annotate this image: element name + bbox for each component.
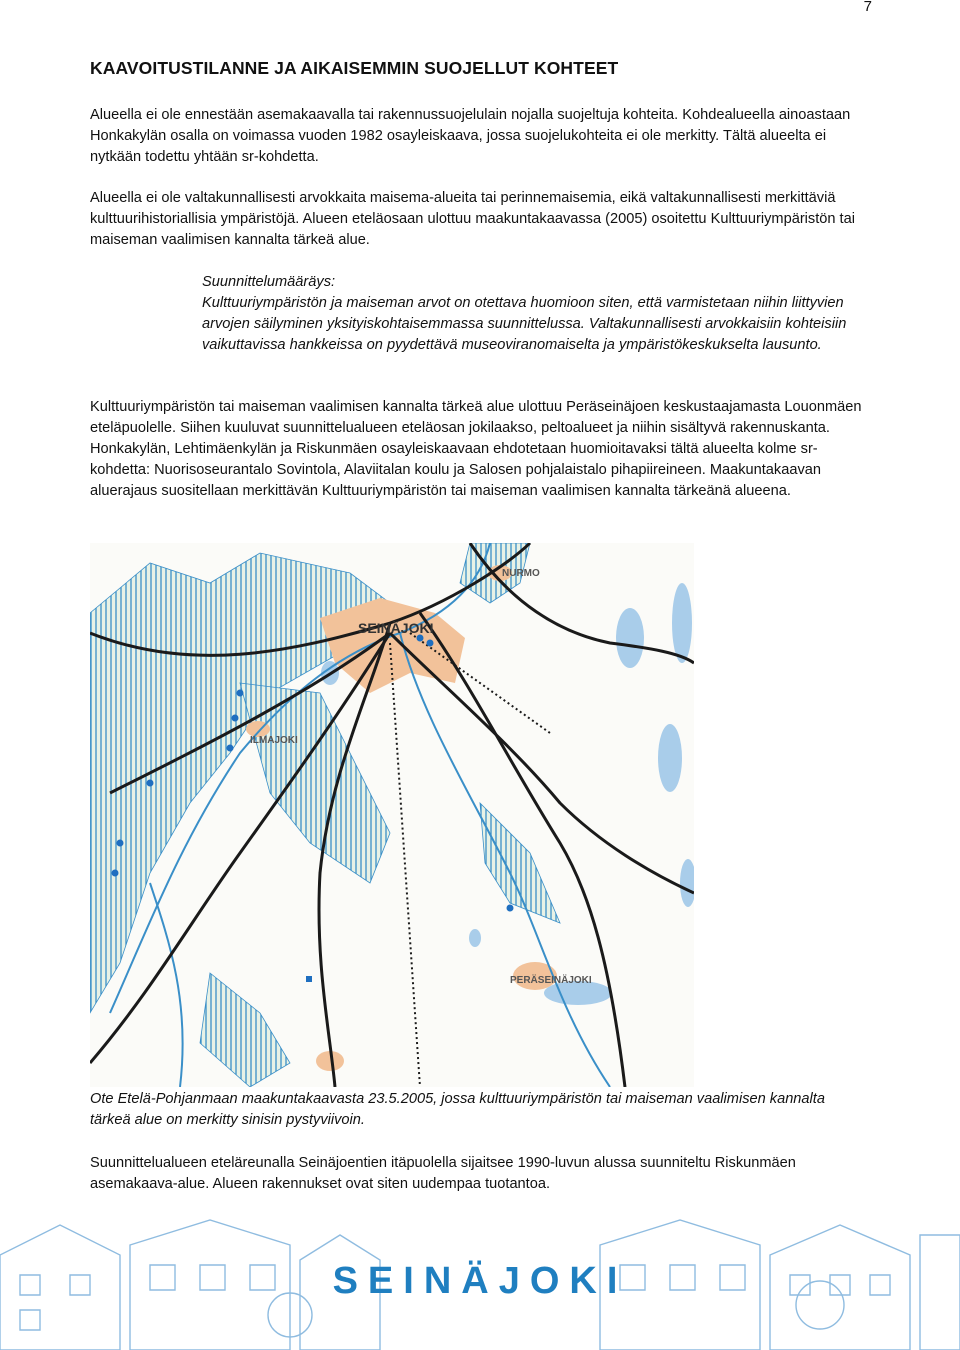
regional-plan-map bbox=[90, 543, 694, 1087]
regulation-title: Suunnittelumääräys: bbox=[202, 274, 336, 290]
page-number: 7 bbox=[863, 0, 872, 15]
regulation-text: Kulttuuriympäristön ja maiseman arvot on otettava huomioon siten, että varmistetaan niihin liittyvien arvojen säilyminen yksityiskohtaisemmassa suunnittelussa. Valtakunnallisesti arvokkaisiin kohteisiin vaikuttavissa hankkeissa on pyydettävä museoviranomaiselta ja ympäristökeskukselta lausunto. bbox=[202, 295, 847, 353]
planning-regulation bbox=[202, 272, 872, 356]
paragraph-protection-status: Alueella ei ole ennestään asemakaavalla tai rakennussuojelulain nojalla suojeltuja kohteita. Kohdealueella ainoastaan Honkakylän osalla on voimassa vuoden 1982 osayleiskaava, jossa suojelukohteita ei ole merkitty. Tältä alueelta ei nytkään todettu yhtään sr-kohdetta. bbox=[90, 107, 851, 165]
paragraph-cultural-area: Kulttuuriympäristön tai maiseman vaalimisen kannalta tärkeä alue ulottuu Peräseinäjoen keskustaajamasta Louonmäen eteläpuolelle. Siihen kuuluvat suunnittelualueen eteläosan jokilaakso, peltoalueet ja niihin sisältyvä rakennuskanta. Honkakylän, Lehtimäenkylän ja Riskunmäen osayleiskaavaan ehdotetaan huomioitavaksi tältä alueelta kolme sr-kohdetta: Nuorisoseurantalo Sovintola, Alaviitalan koulu ja Salosen pohjalaistalo pihapiireineen. Maakuntakaavan aluerajaus suositellaan merkittävän Kulttuuriympäristön tai maiseman vaalimisen kannalta tärkeänä alueena. bbox=[90, 399, 862, 499]
map-label-nurmo: NURMO bbox=[502, 568, 540, 579]
map-label-ilmajoki: ILMAJOKI bbox=[250, 735, 298, 746]
map-caption: Ote Etelä-Pohjanmaan maakuntakaavasta 23.5.2005, jossa kulttuuriympäristön tai maiseman vaalimisen kannalta tärkeä alue on merkitty sinisin pystyviivoin. bbox=[90, 1091, 825, 1128]
map-label-seinajoki: SEINÄJOKI bbox=[358, 620, 434, 636]
paragraph-landscape-areas: Alueella ei ole valtakunnallisesti arvokkaita maisema-alueita tai perinnemaisemia, eikä valtakunnallisesti merkittäviä kulttuurihistoriallisia ympäristöjä. Alueen eteläosaan ulottuu maakuntakaavassa (2005) osoitettu Kulttuuriympäristön tai maiseman vaalimisen kannalta tärkeä alue. bbox=[90, 190, 855, 248]
seinajoki-logo: SEINÄJOKI bbox=[332, 1260, 628, 1302]
map-label-peraseinajoki: PERÄSEINÄJOKI bbox=[510, 975, 592, 986]
paragraph-riskunmaki: Suunnittelualueen eteläreunalla Seinäjoentien itäpuolella sijaitsee 1990-luvun alussa suunniteltu Riskunmäen asemakaava-alue. Alueen rakennukset ovat siten uudempaa tuotantoa. bbox=[90, 1155, 796, 1192]
section-heading: KAAVOITUSTILANNE JA AIKAISEMMIN SUOJELLUT KOHTEET bbox=[90, 58, 619, 78]
